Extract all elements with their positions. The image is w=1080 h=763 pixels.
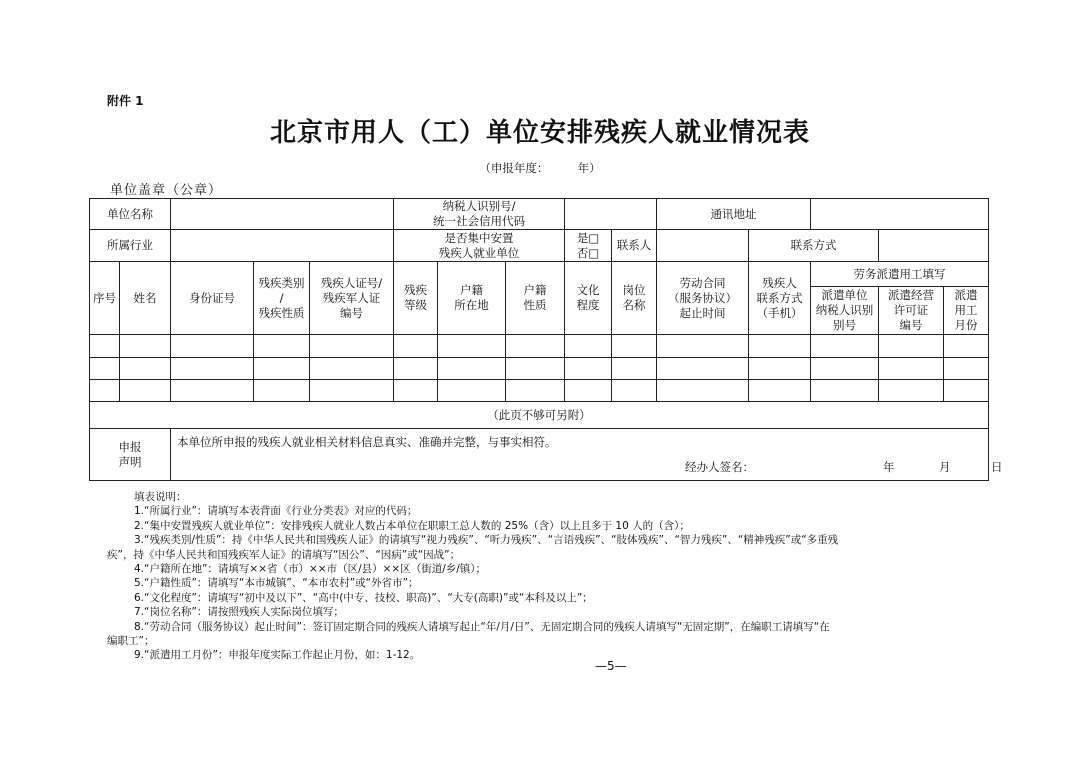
contact-field[interactable] [657,230,749,262]
attach-note-row [90,402,989,429]
col-contract: 劳动合同 （服务协议） 起止时间 [657,262,749,335]
table-row [90,335,989,358]
table-cell[interactable] [506,380,565,402]
col-hukou-nature: 户籍 性质 [506,262,565,335]
declaration-label: 申报 声明 [90,429,171,481]
table-cell[interactable] [120,380,171,402]
unit-seal-label: 单位盖章（公章） [110,183,223,198]
col-disability-type: 残疾类别 / 残疾性质 [254,262,310,335]
yes-no-checkbox[interactable]: 是□ 否□ [565,230,612,262]
col-position: 岗位 名称 [612,262,657,335]
table-cell[interactable] [944,358,989,380]
date-year-label: 年 [883,460,895,474]
table-cell[interactable] [565,335,612,358]
table-cell[interactable] [310,335,394,358]
table-cell[interactable] [254,380,310,402]
table-cell[interactable] [657,380,749,402]
table-cell[interactable] [944,380,989,402]
table-cell[interactable] [749,380,811,402]
instruction-line: 疾”，持《中华人民共和国残疾军人证》的请填写“因公”、“因病”或“因战”； [107,548,461,561]
address-field[interactable] [811,199,989,230]
table-cell[interactable] [394,380,438,402]
instruction-line: 9.“派遣用工月份”：申报年度实际工作起止月份，如：1-12。 [134,649,421,662]
table-cell[interactable] [749,335,811,358]
col-dispatch-taxid: 派遣单位 纳税人识别 别号 [811,287,879,335]
instruction-line: 2.“集中安置残疾人就业单位”：安排残疾人就业人数占本单位在职职工总人数的 25%（含）以上且多于 10 人的（含）； [134,519,690,532]
instruction-line: 4.“户籍所在地”：请填写××省（市）××市（区/县）××区（街道/乡/镇）； [134,563,487,576]
table-cell[interactable] [811,380,879,402]
table-cell[interactable] [811,335,879,358]
table-cell[interactable] [90,358,120,380]
declaration-text: 本单位所申报的残疾人就业相关材料信息真实、准确并完整，与事实相符。 [177,435,557,449]
table-cell[interactable] [565,380,612,402]
table-cell[interactable] [310,380,394,402]
signature-label: 经办人签名： [685,460,754,474]
table-cell[interactable] [565,358,612,380]
table-cell[interactable] [879,358,944,380]
attach-note: （此页不够可另附） [90,402,989,429]
table-cell[interactable] [90,335,120,358]
table-cell[interactable] [310,358,394,380]
col-level: 残疾 等级 [394,262,438,335]
date-day-label: 日 [991,460,1003,474]
table-cell[interactable] [394,335,438,358]
table-cell[interactable] [811,358,879,380]
table-cell[interactable] [438,380,506,402]
industry-row [90,230,989,262]
table-cell[interactable] [438,358,506,380]
col-hukou-place: 户籍 所在地 [438,262,506,335]
table-cell[interactable] [944,335,989,358]
contact-method-field[interactable] [879,230,989,262]
instructions [107,490,977,663]
table-cell[interactable] [90,380,120,402]
col-phone: 残疾人 联系方式 （手机） [749,262,811,335]
col-cert-no: 残疾人证号/ 残疾军人证 编号 [310,262,394,335]
table-cell[interactable] [657,335,749,358]
col-dispatch-months: 派遣 用工 月份 [944,287,989,335]
instructions-heading: 填表说明： [134,491,187,503]
table-cell[interactable] [171,358,254,380]
date-month-label: 月 [939,460,951,474]
instruction-line: 3.“残疾类别/性质”：持《中华人民共和国残疾人证》的请填写“视力残疾”、“听力残疾”、“言语残疾”、“肢体残疾”、“智力残疾”、“精神残疾”或“多重残 [134,534,839,547]
page-number: —5— [595,659,627,673]
industry-field[interactable] [171,230,394,262]
tax-id-field[interactable] [565,199,657,230]
table-cell[interactable] [612,335,657,358]
instruction-line: 5.“户籍性质”：请填写“本市城镇”、“本市农村”或“外省市”； [134,577,419,590]
table-row [90,380,989,402]
page-title: 北京市用人（工）单位安排残疾人就业情况表 [269,118,810,148]
table-cell[interactable] [657,358,749,380]
table-cell[interactable] [120,335,171,358]
unit-name-field[interactable] [171,199,394,230]
col-education: 文化 程度 [565,262,612,335]
industry-label: 所属行业 [90,230,171,262]
instruction-line: 6.“文化程度”：请填写“初中及以下”、“高中(中专、技校、职高)”、“大专(高职)”或“本科及以上”； [134,591,593,604]
col-dispatch-license: 派遣经营 许可证 编号 [879,287,944,335]
contact-label: 联系人 [612,230,657,262]
declaration-body [171,429,1003,481]
centralized-label: 是否集中安置 残疾人就业单位 [394,230,565,262]
table-row [90,358,989,380]
table-cell[interactable] [254,335,310,358]
declaration-row [90,429,989,481]
table-cell[interactable] [120,358,171,380]
table-cell[interactable] [749,358,811,380]
table-cell[interactable] [612,380,657,402]
table-cell[interactable] [394,358,438,380]
tax-id-label: 纳税人识别号/ 统一社会信用代码 [394,199,565,230]
table-cell[interactable] [171,335,254,358]
employment-form-table [89,198,1003,481]
instruction-line: 7.“岗位名称”：请按照残疾人实际岗位填写； [134,606,344,619]
instruction-line: 编职工”； [107,635,155,648]
table-cell[interactable] [506,335,565,358]
table-cell[interactable] [612,358,657,380]
unit-info-row [90,199,989,230]
report-year: （申报年度： 年） [479,161,601,175]
table-cell[interactable] [506,358,565,380]
col-seq: 序号 [90,262,120,335]
attachment-label: 附件 1 [107,94,144,108]
table-cell[interactable] [879,335,944,358]
table-cell[interactable] [879,380,944,402]
table-cell[interactable] [438,335,506,358]
instruction-line: 8.“劳动合同（服务协议）起止时间”：签订固定期合同的残疾人请填写起止“年/月/日”、无固定期合同的残疾人请填写“无固定期”，在编职工请填写“在 [134,620,830,633]
address-label: 通讯地址 [657,199,811,230]
col-dispatch-group: 劳务派遣用工填写 [811,262,989,287]
table-cell[interactable] [171,380,254,402]
contact-method-label: 联系方式 [749,230,879,262]
table-cell[interactable] [254,358,310,380]
col-id-no: 身份证号 [171,262,254,335]
col-name: 姓名 [120,262,171,335]
unit-name-label: 单位名称 [90,199,171,230]
column-header-row [90,262,989,287]
instruction-line: 1.“所属行业”：请填写本表背面《行业分类表》对应的代码； [134,505,418,518]
